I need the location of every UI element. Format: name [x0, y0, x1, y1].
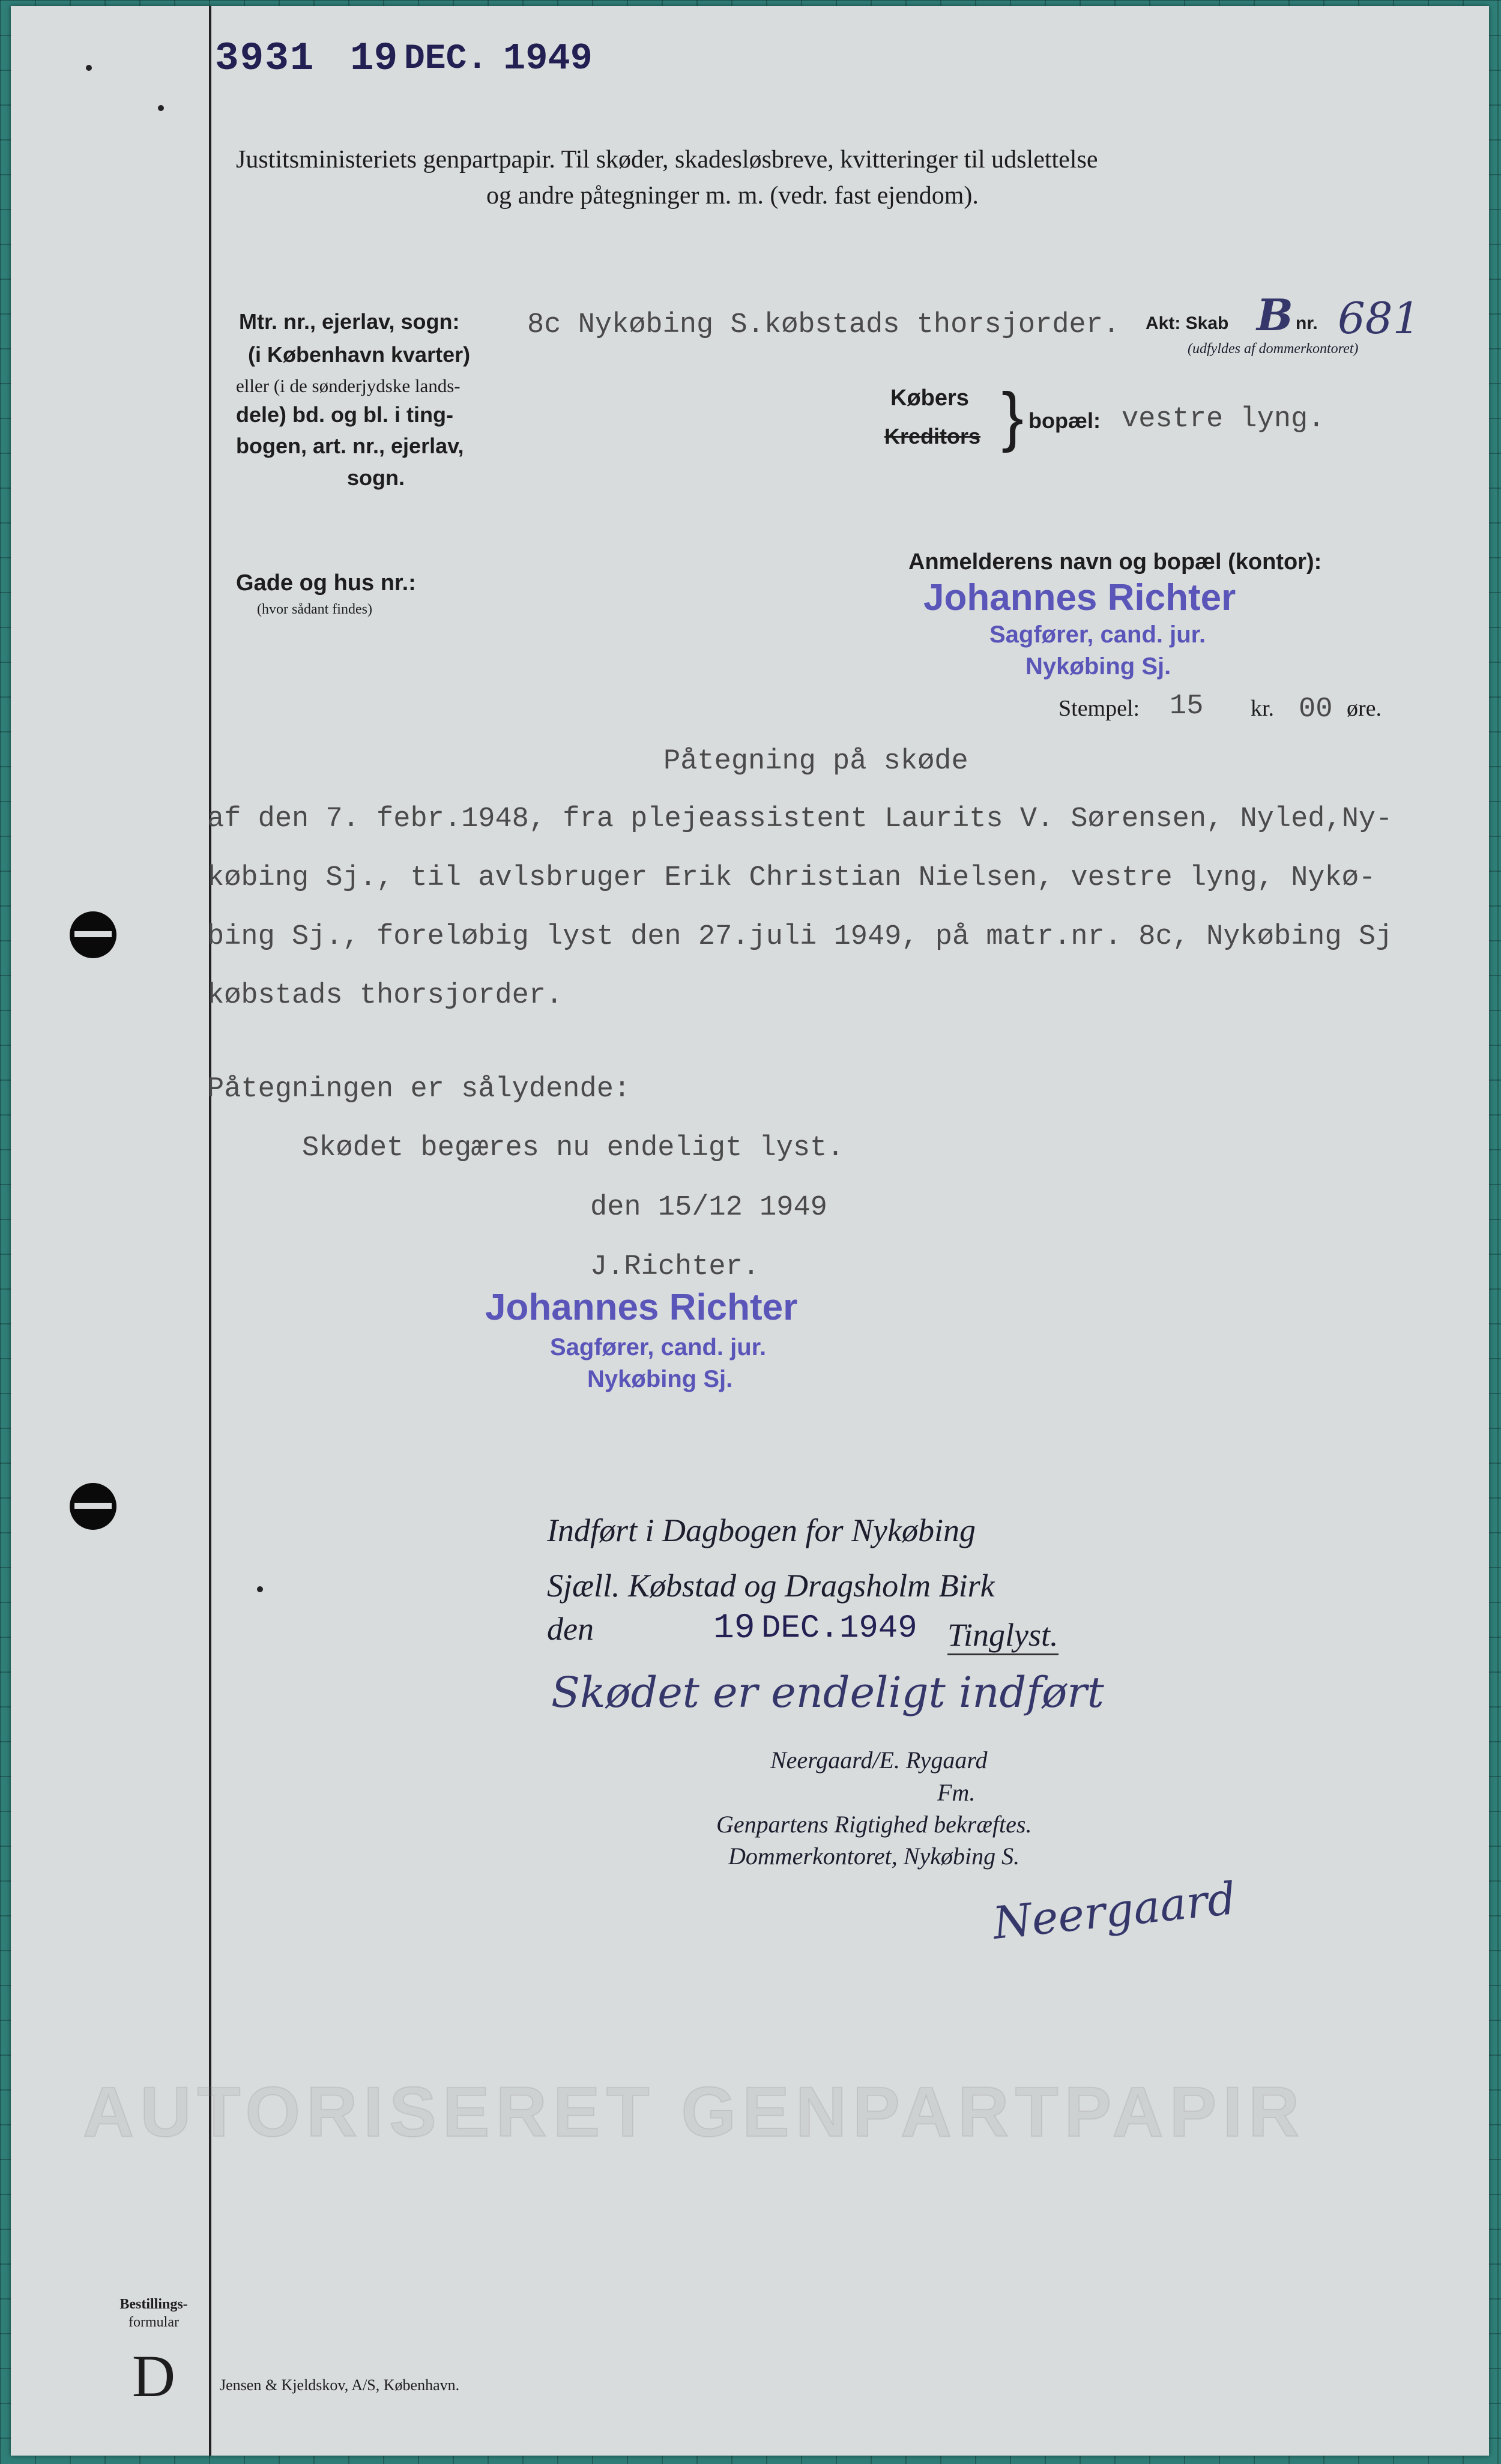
- gade-note: (hvor sådant findes): [257, 602, 372, 617]
- dot-mark: [86, 65, 92, 71]
- kreditors-label: Kreditors: [884, 424, 981, 448]
- form-label-line2: formular: [128, 2315, 179, 2330]
- akt-skab-value: B: [1257, 289, 1293, 340]
- dot-mark: [257, 1586, 263, 1592]
- registration-month: DEC.: [761, 1610, 839, 1647]
- richter-stamp-title: Sagfører, cand. jur.: [989, 621, 1206, 648]
- anmelder-label: Anmelderens navn og bopæl (kontor):: [908, 549, 1322, 575]
- certification-line1: Genpartens Rigtighed bekræftes.: [716, 1811, 1032, 1838]
- dot-mark: [158, 105, 164, 111]
- tinglyst-mark: Tinglyst.: [947, 1616, 1059, 1655]
- richter-stamp-name: Johannes Richter: [923, 577, 1236, 618]
- certification-line2: Dommerkontoret, Nykøbing S.: [728, 1843, 1020, 1870]
- richter-stamp-city-lower: Nykøbing Sj.: [587, 1366, 733, 1392]
- body-intro: Påtegningen er sålydende:: [207, 1073, 631, 1105]
- brace-symbol: }: [1001, 379, 1024, 453]
- kobers-label: Købers: [890, 385, 969, 411]
- document-number: 3931: [215, 36, 315, 81]
- bopael-label: bopæl:: [1028, 408, 1101, 433]
- stempel-ore-value: 00: [1299, 693, 1333, 725]
- body-heading: Påtegning på skøde: [663, 746, 968, 778]
- richter-stamp-name-lower: Johannes Richter: [485, 1287, 798, 1328]
- punch-hole: [70, 1483, 116, 1530]
- form-title-line2: og andre påtegninger m. m. (vedr. fast ejendom).: [486, 182, 979, 210]
- body-line-3: bing Sj., foreløbig lyst den 27.juli 1949, på matr.nr. 8c, Nykøbing Sj: [207, 921, 1393, 953]
- handwritten-note: Skødet er endeligt indført: [551, 1668, 1104, 1717]
- form-letter: D: [131, 2343, 176, 2409]
- richter-stamp-title-lower: Sagfører, cand. jur.: [550, 1334, 767, 1360]
- registration-year: 1949: [839, 1610, 917, 1647]
- registration-fm: Fm.: [937, 1779, 976, 1806]
- registration-line2: Sjæll. Købstad og Dragsholm Birk: [547, 1568, 995, 1604]
- bopael-value: vestre lyng.: [1122, 403, 1325, 435]
- mtr-value: 8c Nykøbing S.købstads thorsjorder.: [527, 309, 1120, 341]
- gade-label: Gade og hus nr.:: [236, 570, 416, 596]
- registration-line1: Indført i Dagbogen for Nykøbing: [547, 1512, 976, 1548]
- stempel-kr-value: 15: [1170, 690, 1204, 722]
- akt-nr-label: nr.: [1296, 313, 1318, 333]
- form-title-line1: Justitsministeriets genpartpapir. Til skøder, skadesløsbreve, kvitteringer til udslettelse: [236, 146, 1098, 174]
- registration-official: Neergaard/E. Rygaard: [770, 1747, 988, 1774]
- stempel-label: Stempel:: [1059, 696, 1140, 721]
- body-dated: den 15/12 1949: [590, 1192, 827, 1224]
- registration-day: 19: [713, 1609, 755, 1648]
- body-line-1: af den 7. febr.1948, fra plejeassistent Laurits V. Sørensen, Nyled,Ny-: [207, 803, 1393, 835]
- registration-den: den: [547, 1611, 594, 1647]
- ore-label: øre.: [1347, 696, 1382, 721]
- date-stamp-day: 19: [350, 36, 398, 81]
- mtr-label: Mtr. nr., ejerlav, sogn:: [239, 309, 460, 334]
- body-line-2: købing Sj., til avlsbruger Erik Christian Nielsen, vestre lyng, Nykø-: [207, 862, 1376, 894]
- printer-imprint: Jensen & Kjeldskov, A/S, København.: [220, 2376, 460, 2394]
- akt-nr-value: 681: [1338, 293, 1421, 343]
- watermark-text: AUTORISERET GENPARTPAPIR: [83, 2073, 1306, 2152]
- body-line-4: købstads thorsjorder.: [207, 980, 563, 1012]
- mtr-label-bd-bl: dele) bd. og bl. i ting-: [236, 402, 453, 427]
- mtr-label-art-nr: bogen, art. nr., ejerlav,: [236, 433, 464, 458]
- signature: Neergaard: [990, 1873, 1239, 1949]
- kr-label: kr.: [1251, 696, 1275, 721]
- document-page: [11, 6, 1489, 2456]
- akt-skab-label: Akt: Skab: [1146, 313, 1229, 333]
- form-label-line1: Bestillings-: [119, 2296, 188, 2312]
- mtr-label-sonderjydske: eller (i de sønderjydske lands-: [236, 375, 461, 396]
- mtr-label-sogn: sogn.: [347, 465, 405, 490]
- body-quote: Skødet begæres nu endeligt lyst.: [302, 1132, 844, 1164]
- punch-hole: [70, 911, 116, 958]
- mtr-label-kobenhavn: (i København kvarter): [248, 342, 471, 367]
- date-stamp-month: DEC.: [404, 40, 488, 79]
- date-stamp-year: 1949: [503, 37, 593, 80]
- body-signed: J.Richter.: [590, 1251, 760, 1283]
- richter-stamp-city: Nykøbing Sj.: [1025, 653, 1171, 680]
- akt-note: (udfyldes af dommerkontoret): [1188, 341, 1359, 357]
